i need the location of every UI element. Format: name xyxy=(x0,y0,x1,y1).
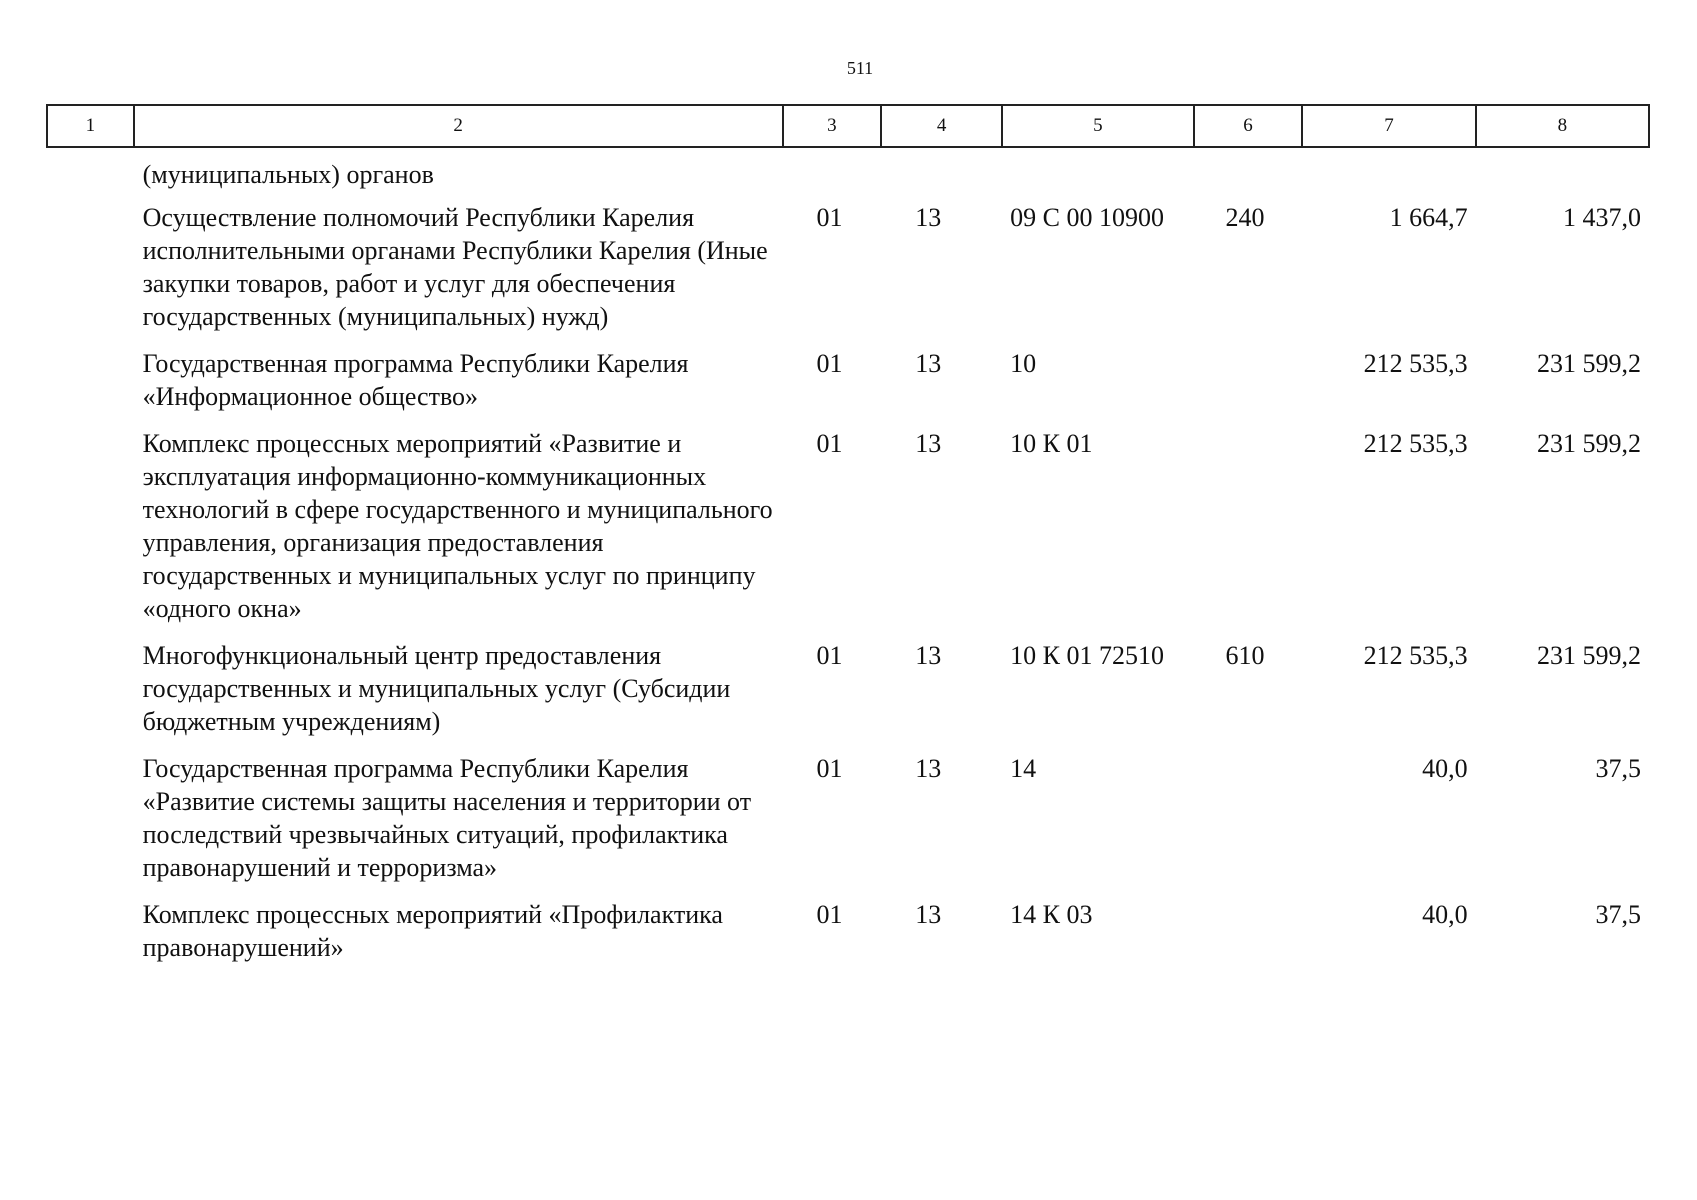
amount-year-2: 1 437,0 xyxy=(1563,203,1641,232)
target-article-code: 14 К 03 xyxy=(1010,900,1093,929)
column-number-6: 6 xyxy=(1194,105,1303,147)
section-code: 01 xyxy=(816,641,843,670)
subsection-code: 13 xyxy=(915,429,942,458)
section-code: 01 xyxy=(816,349,843,378)
budget-table xyxy=(46,104,1650,978)
expense-type-code: 610 xyxy=(1225,641,1265,670)
amount-year-2 xyxy=(1476,147,1649,201)
page-number: 511 xyxy=(846,58,874,78)
row-number-cell xyxy=(47,201,134,347)
subsection-code: 13 xyxy=(915,754,942,783)
expense-type-code xyxy=(1194,427,1303,639)
item-name: (муниципальных) органов xyxy=(142,160,434,189)
amount-year-1: 40,0 xyxy=(1422,900,1468,929)
column-number-5: 5 xyxy=(1002,105,1193,147)
item-name: Многофункциональный центр предоставления государственных и муниципальных услуг (Субсидии бюджетным учреждениям) xyxy=(142,641,731,736)
section-code: 01 xyxy=(816,429,843,458)
amount-year-1 xyxy=(1302,147,1475,201)
item-name: Государственная программа Республики Карелия «Развитие системы защиты населения и территории от последствий чрезвычайных ситуаций, профилактика правонарушений и терроризма» xyxy=(142,754,752,882)
table-row xyxy=(47,427,1649,639)
section-code: 01 xyxy=(816,754,843,783)
item-name: Комплекс процессных мероприятий «Развитие и эксплуатация информационно-коммуникационных технологий в сфере государственного и муниципального управления, организация предоставления государственных и муниципальных услуг по принципу «одного окна» xyxy=(142,429,773,623)
amount-year-1: 40,0 xyxy=(1422,754,1468,783)
target-article-code xyxy=(1002,147,1193,201)
target-article-code: 10 К 01 xyxy=(1010,429,1093,458)
amount-year-2: 37,5 xyxy=(1595,754,1641,783)
amount-year-1: 212 535,3 xyxy=(1363,429,1468,458)
row-number-cell xyxy=(47,898,134,978)
target-article-code: 14 xyxy=(1010,754,1037,783)
amount-year-1: 212 535,3 xyxy=(1363,349,1468,378)
amount-year-1: 212 535,3 xyxy=(1363,641,1468,670)
table-row xyxy=(47,898,1649,978)
table-row xyxy=(47,201,1649,347)
amount-year-2: 37,5 xyxy=(1595,900,1641,929)
amount-year-2: 231 599,2 xyxy=(1537,349,1641,378)
row-number-cell xyxy=(47,347,134,427)
item-name: Осуществление полномочий Республики Карелия исполнительными органами Республики Карелия (Иные закупки товаров, работ и услуг для обеспечения государственных (муниципальных) нужд) xyxy=(142,203,768,331)
target-article-code: 10 К 01 72510 xyxy=(1010,641,1164,670)
amount-year-2: 231 599,2 xyxy=(1537,641,1641,670)
amount-year-1: 1 664,7 xyxy=(1389,203,1468,232)
column-number-1: 1 xyxy=(47,105,134,147)
column-number-7: 7 xyxy=(1302,105,1475,147)
subsection-code: 13 xyxy=(915,900,942,929)
subsection-code: 13 xyxy=(915,203,942,232)
expense-type-code xyxy=(1194,347,1303,427)
amount-year-2: 231 599,2 xyxy=(1537,429,1641,458)
section-code xyxy=(783,147,882,201)
column-number-4: 4 xyxy=(881,105,1002,147)
item-name: Комплекс процессных мероприятий «Профилактика правонарушений» xyxy=(142,900,723,962)
expense-type-code xyxy=(1194,752,1303,898)
subsection-code: 13 xyxy=(915,641,942,670)
column-number-8: 8 xyxy=(1476,105,1649,147)
column-number-2: 2 xyxy=(134,105,783,147)
expense-type-code: 240 xyxy=(1225,203,1265,232)
target-article-code: 09 С 00 10900 xyxy=(1010,203,1164,232)
table-row xyxy=(47,639,1649,752)
table-row xyxy=(47,147,1649,201)
expense-type-code xyxy=(1194,147,1303,201)
row-number-cell xyxy=(47,752,134,898)
column-number-header-row xyxy=(47,105,1649,147)
table-row xyxy=(47,752,1649,898)
table-row xyxy=(47,347,1649,427)
subsection-code: 13 xyxy=(915,349,942,378)
expense-type-code xyxy=(1194,898,1303,978)
item-name: Государственная программа Республики Карелия «Информационное общество» xyxy=(142,349,689,411)
section-code: 01 xyxy=(816,900,843,929)
section-code: 01 xyxy=(816,203,843,232)
row-number-cell xyxy=(47,639,134,752)
subsection-code xyxy=(881,147,1002,201)
row-number-cell xyxy=(47,427,134,639)
row-number-cell xyxy=(47,147,134,201)
target-article-code: 10 xyxy=(1010,349,1037,378)
column-number-3: 3 xyxy=(783,105,882,147)
